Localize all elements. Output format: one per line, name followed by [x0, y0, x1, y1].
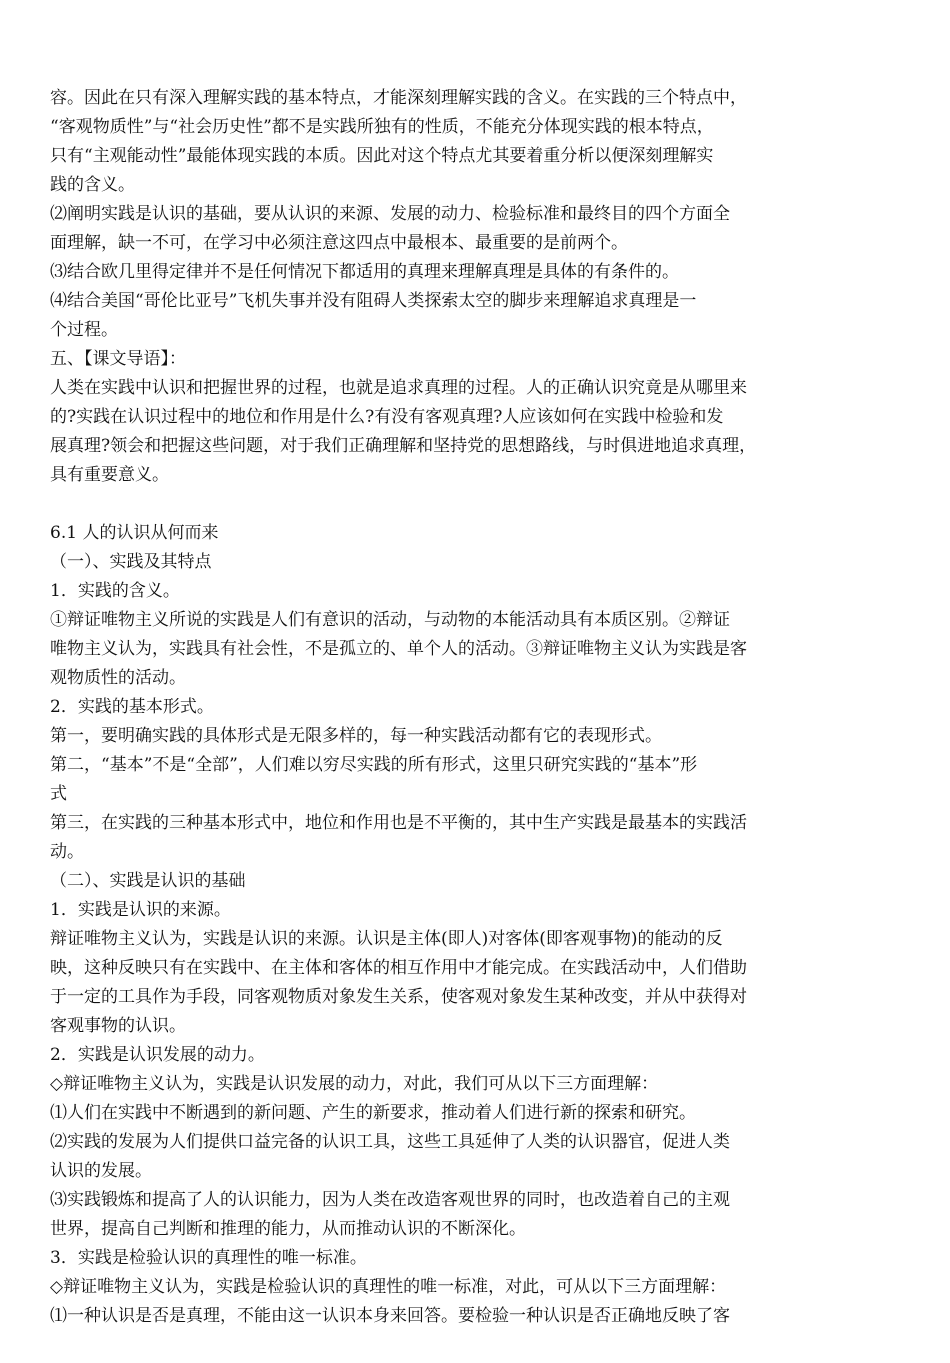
text-line: 于一定的工具作为手段，同客观物质对象发生关系，使客观对象发生某种改变，并从中获得对 — [50, 987, 747, 1007]
text-line: 式 — [50, 784, 67, 804]
text-line: 的?实践在认识过程中的地位和作用是什么?有没有客观真理?人应该如何在实践中检验和发 — [50, 407, 724, 427]
text-line: 映，这种反映只有在实践中、在主体和客体的相互作用中才能完成。在实践活动中，人们借助 — [50, 958, 747, 978]
text-line: ⑴一种认识是否是真理，不能由这一认识本身来回答。要检验一种认识是否正确地反映了客 — [50, 1306, 730, 1326]
text-line: ①辩证唯物主义所说的实践是人们有意识的活动，与动物的本能活动具有本质区别。②辩证 — [50, 610, 730, 630]
document-page — [50, 84, 812, 1331]
text-line: 第一，要明确实践的具体形式是无限多样的，每一种实践活动都有它的表现形式。 — [50, 726, 662, 746]
text-line: “客观物质性”与“社会历史性”都不是实践所独有的性质，不能充分体现实践的根本特点， — [50, 117, 714, 137]
text-line: 践的含义。 — [50, 175, 135, 195]
subsection-heading: 3．实践是检验认识的真理性的唯一标准。 — [50, 1248, 367, 1268]
text-line: 唯物主义认为，实践具有社会性，不是孤立的、单个人的活动。③辩证唯物主义认为实践是客 — [50, 639, 747, 659]
text-line: 面理解，缺一不可，在学习中必须注意这四点中最根本、最重要的是前两个。 — [50, 233, 628, 253]
subsection-heading: 1．实践是认识的来源。 — [50, 900, 231, 920]
text-line: 具有重要意义。 — [50, 465, 169, 485]
chapter-heading: 6.1 人的认识从何而来 — [50, 523, 219, 543]
text-line: 个过程。 — [50, 320, 118, 340]
section-heading: （二）、实践是认识的基础 — [50, 871, 246, 891]
text-line: 容。因此在只有深入理解实践的基本特点，才能深刻理解实践的含义。在实践的三个特点中， — [50, 88, 747, 108]
text-line: ⑵阐明实践是认识的基础，要从认识的来源、发展的动力、检验标准和最终目的四个方面全 — [50, 204, 730, 224]
text-line: 辩证唯物主义认为，实践是认识的来源。认识是主体(即人)对客体(即客观事物)的能动的反 — [50, 929, 723, 949]
text-line: 第三，在实践的三种基本形式中，地位和作用也是不平衡的，其中生产实践是最基本的实践活 — [50, 813, 747, 833]
text-line: ⑶实践锻炼和提高了人的认识能力，因为人类在改造客观世界的同时，也改造着自己的主观 — [50, 1190, 730, 1210]
text-line: 只有“主观能动性”最能体现实践的本质。因此对这个特点尤其要着重分析以便深刻理解实 — [50, 146, 714, 166]
text-line: 观物质性的活动。 — [50, 668, 186, 688]
subsection-heading: 2．实践是认识发展的动力。 — [50, 1045, 265, 1065]
text-line: 世界，提高自己判断和推理的能力，从而推动认识的不断深化。 — [50, 1219, 526, 1239]
text-line: ◇辩证唯物主义认为，实践是检验认识的真理性的唯一标准，对此，可从以下三方面理解： — [50, 1277, 727, 1297]
text-line: 展真理?领会和把握这些问题，对于我们正确理解和坚持党的思想路线，与时俱进地追求真理， — [50, 436, 757, 456]
text-line: 人类在实践中认识和把握世界的过程，也就是追求真理的过程。人的正确认识究竟是从哪里来 — [50, 378, 747, 398]
text-line: ⑷结合美国“哥伦比亚号”飞机失事并没有阻碍人类探索太空的脚步来理解追求真理是一 — [50, 291, 697, 311]
subsection-heading: 2．实践的基本形式。 — [50, 697, 214, 717]
text-line: 动。 — [50, 842, 84, 862]
section-heading: （一）、实践及其特点 — [50, 552, 212, 572]
text-line: ◇辩证唯物主义认为，实践是认识发展的动力，对此，我们可从以下三方面理解： — [50, 1074, 659, 1094]
text-line: 客观事物的认识。 — [50, 1016, 186, 1036]
text-line: ⑶结合欧几里得定律并不是任何情况下都适用的真理来理解真理是具体的有条件的。 — [50, 262, 679, 282]
text-line: ⑴人们在实践中不断遇到的新问题、产生的新要求，推动着人们进行新的探索和研究。 — [50, 1103, 696, 1123]
section-heading: 五、【课文导语】： — [50, 349, 186, 369]
blank-line — [50, 490, 812, 519]
subsection-heading: 1．实践的含义。 — [50, 581, 180, 601]
text-line: 第二，“基本”不是“全部”，人们难以穷尽实践的所有形式，这里只研究实践的“基本”形 — [50, 755, 698, 775]
text-line: 认识的发展。 — [50, 1161, 152, 1181]
text-line: ⑵实践的发展为人们提供口益完备的认识工具，这些工具延伸了人类的认识器官，促进人类 — [50, 1132, 730, 1152]
